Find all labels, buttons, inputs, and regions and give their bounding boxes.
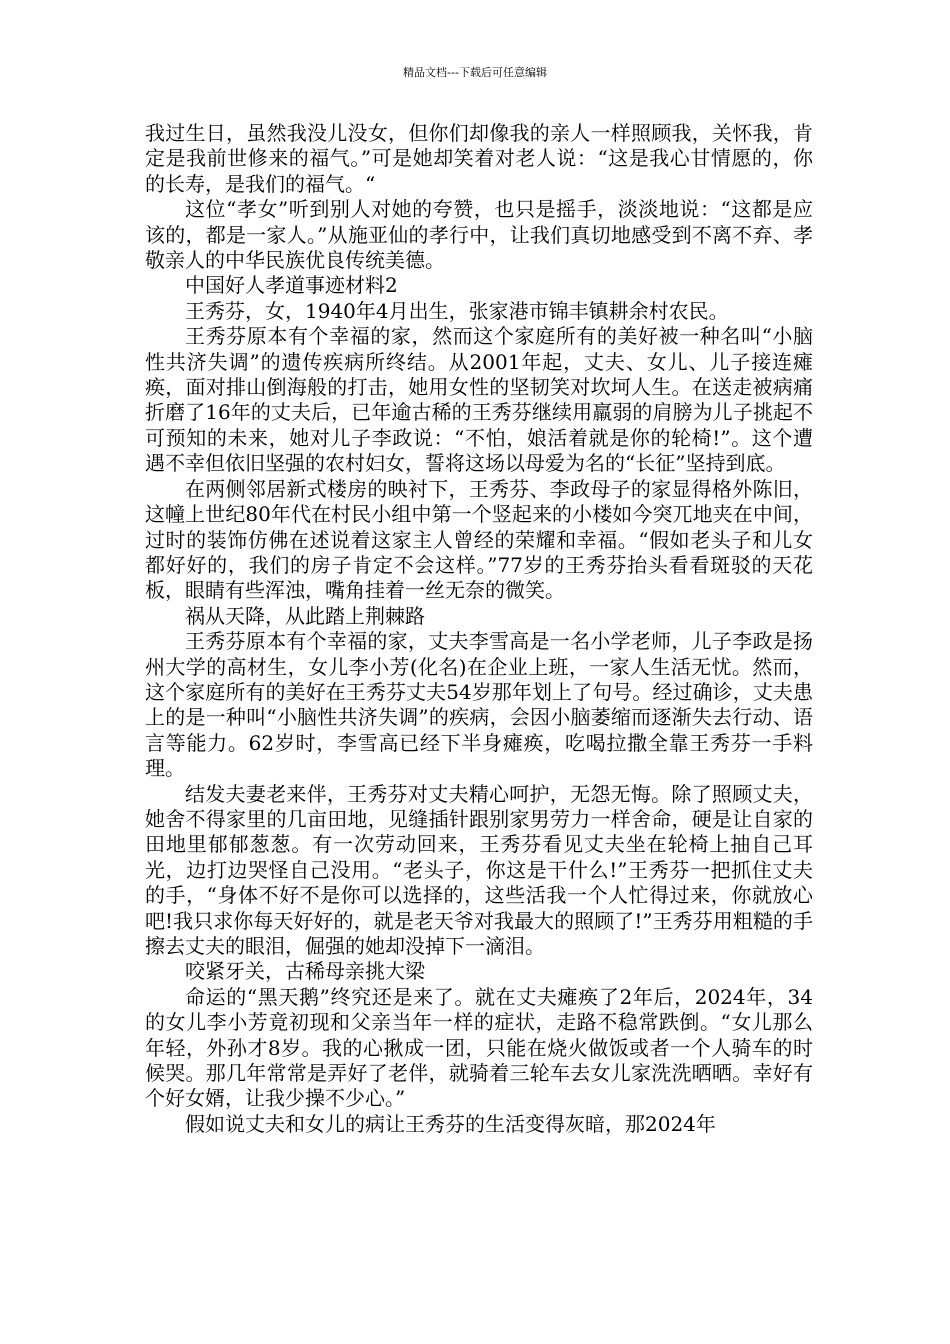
paragraph: 王秀芬原本有个幸福的家，然而这个家庭所有的美好被一种名叫“小脑性共济失调”的遗传疾病所终结。从2001年起，丈夫、女儿、儿子接连瘫痪，面对排山倒海般的打击，她用女性的坚韧笑对坎坷人生。在送走被病痛折磨了16年的丈夫后，已年逾古稀的王秀芬继续用羸弱的肩膀为儿子挑起不可预知的未来，她对儿子李政说：“不怕，娘活着就是你的轮椅!”。这个遭遇不幸但依旧坚强的农村妇女，誓将这场以母爱为名的“长征”坚持到底。 (145, 324, 813, 476)
paragraph-continuation: 我过生日，虽然我没儿没女，但你们却像我的亲人一样照顾我，关怀我，肯定是我前世修来的福气。”可是她却笑着对老人说：“这是我心甘情愿的，你的长寿，是我们的福气。“ (145, 121, 813, 196)
paragraph: 王秀芬，女，1940年4月出生，张家港市锦丰镇耕余村农民。 (185, 298, 729, 323)
paragraph: 结发夫妻老来伴，王秀芬对丈夫精心呵护，无怨无悔。除了照顾丈夫，她舍不得家里的几亩田地，见缝插针跟别家男劳力一样舍命，硬是让自家的田地里郁郁葱葱。有一次劳动回来，王秀芬看见丈夫坐在轮椅上抽自己耳光，边打边哭怪自己没用。“老头子，你这是干什么!”王秀芬一把抓住丈夫的手，“身体不好不是你可以选择的，这些活我一个人忙得过来，你就放心吧!我只求你每天好好的，就是老天爷对我最大的照顾了!”王秀芬用粗糙的手擦去丈夫的眼泪，倔强的她却没掉下一滴泪。 (145, 781, 813, 958)
section-heading: 咬紧牙关，古稀母亲挑大梁 (185, 959, 425, 984)
section-heading: 祸从天降，从此踏上荆棘路 (185, 603, 425, 628)
paragraph: 这位“孝女”听到别人对她的夸赞，也只是摇手，淡淡地说：“这都是应该的，都是一家人。”从施亚仙的孝行中，让我们真切地感受到不离不弃、孝敬亲人的中华民族优良传统美德。 (145, 197, 813, 273)
paragraph: 王秀芬原本有个幸福的家，丈夫李雪高是一名小学老师，儿子李政是扬州大学的高材生，女儿李小芳(化名)在企业上班，一家人生活无忧。然而，这个家庭所有的美好在王秀芬丈夫54岁那年划上了句号。经过确诊，丈夫患上的是一种叫“小脑性共济失调”的疾病，会因小脑萎缩而逐渐失去行动、语言等能力。62岁时，李雪高已经下半身瘫痪，吃喝拉撒全靠王秀芬一手料理。 (145, 629, 813, 781)
document-body (145, 121, 813, 1137)
paragraph: 假如说丈夫和女儿的病让王秀芬的生活变得灰暗，那2024年 (185, 1111, 716, 1136)
paragraph: 命运的“黑天鹅”终究还是来了。就在丈夫瘫痪了2年后，2024年，34的女儿李小芳竟初现和父亲当年一样的症状，走路不稳常跌倒。“女儿那么年轻，外孙才8岁。我的心揪成一团，只能在烧火做饭或者一个人骑车的时候哭。那几年常常是弄好了老伴，就骑着三轮车去女儿家洗洗晒晒。幸好有个好女婿，让我少操不少心。” (145, 984, 813, 1111)
section-title: 中国好人孝道事迹材料2 (185, 273, 398, 298)
paragraph: 在两侧邻居新式楼房的映衬下，王秀芬、李政母子的家显得格外陈旧，这幢上世纪80年代在村民小组中第一个竖起来的小楼如今突兀地夹在中间，过时的装饰仿佛在述说着这家主人曾经的荣耀和幸福。“假如老头子和儿女都好好的，我们的房子肯定不会这样。”77岁的王秀芬抬头看看斑驳的天花板，眼睛有些浑浊，嘴角挂着一丝无奈的微笑。 (145, 476, 813, 603)
page-header: 精品文档---下载后可任意编辑 (403, 66, 547, 79)
